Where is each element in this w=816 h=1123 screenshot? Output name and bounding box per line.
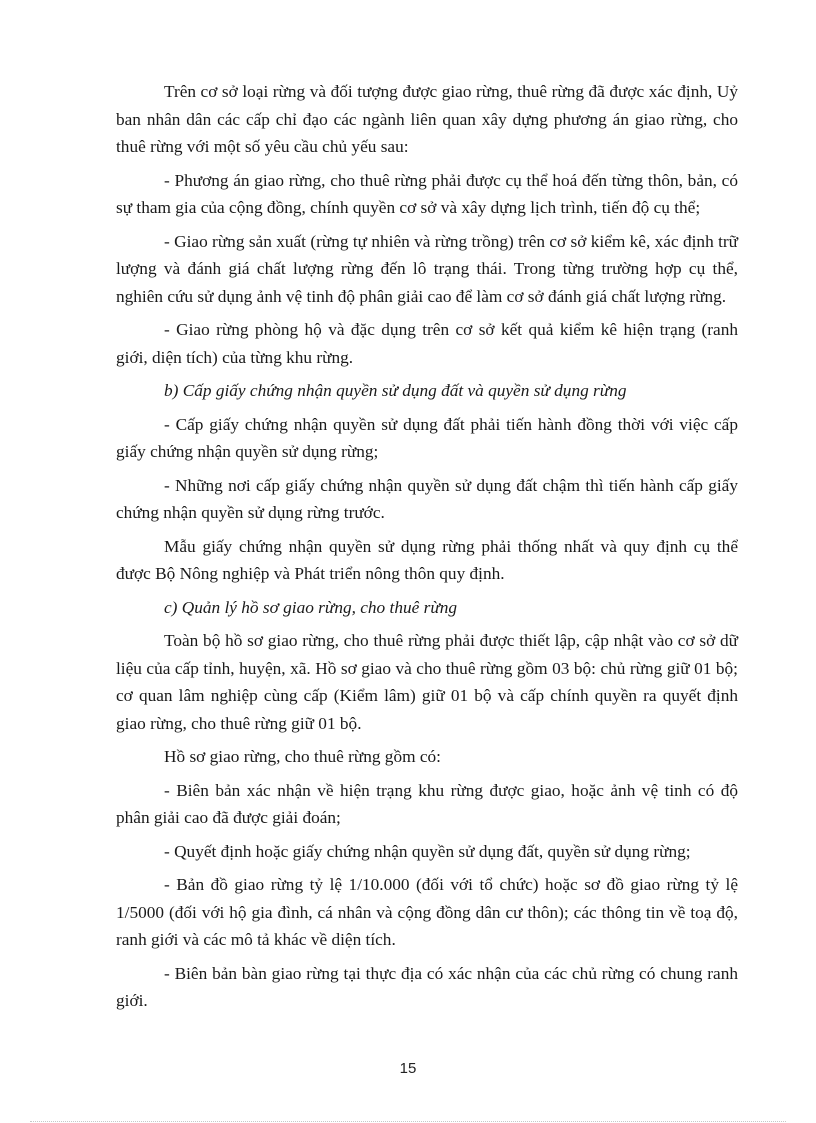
paragraph: - Bản đồ giao rừng tỷ lệ 1/10.000 (đối với tổ chức) hoặc sơ đồ giao rừng tỷ lệ 1/5000 (đối với hộ gia đình, cá nhân và cộng đồng dân cư thôn); các thông tin về toạ độ, ranh giới và các mô tả khác về diện tích. bbox=[116, 875, 738, 949]
paragraph: - Quyết định hoặc giấy chứng nhận quyền sử dụng đất, quyền sử dụng rừng; bbox=[164, 841, 691, 861]
section-heading-c: c) Quản lý hồ sơ giao rừng, cho thuê rừng bbox=[164, 597, 458, 617]
paragraph: Trên cơ sở loại rừng và đối tượng được giao rừng, thuê rừng đã được xác định, Uỷ ban nhân dân các cấp chỉ đạo các ngành liên quan xây dựng phương án giao rừng, cho thuê rừng với một số yêu cầu chủ yếu sau: bbox=[116, 82, 738, 156]
paragraph: Toàn bộ hồ sơ giao rừng, cho thuê rừng phải được thiết lập, cập nhật vào cơ sở dữ liệu của cấp tỉnh, huyện, xã. Hồ sơ giao và cho thuê rừng gồm 03 bộ: chủ rừng giữ 01 bộ; cơ quan lâm nghiệp cùng cấp (Kiểm lâm) giữ 01 bộ và cấp chính quyền ra quyết định giao rừng, cho thuê rừng giữ 01 bộ. bbox=[116, 631, 738, 733]
page-bottom-divider bbox=[30, 1121, 786, 1122]
paragraph: - Những nơi cấp giấy chứng nhận quyền sử dụng đất chậm thì tiến hành cấp giấy chứng nhận quyền sử dụng rừng trước. bbox=[116, 475, 738, 522]
page-number: 15 bbox=[399, 1060, 417, 1077]
paragraph: - Giao rừng sản xuất (rừng tự nhiên và rừng trồng) trên cơ sở kiểm kê, xác định trữ lượng và đánh giá chất lượng rừng đến lô trạng thái. Trong từng trường hợp cụ thể, nghiên cứu sử dụng ảnh vệ tinh độ phân giải cao để làm cơ sở đánh giá chất lượng rừng. bbox=[116, 231, 738, 306]
paragraph: - Cấp giấy chứng nhận quyền sử dụng đất phải tiến hành đồng thời với việc cấp giấy chứng nhận quyền sử dụng rừng; bbox=[116, 414, 738, 461]
paragraph: Hồ sơ giao rừng, cho thuê rừng gồm có: bbox=[164, 747, 441, 766]
paragraph: - Giao rừng phòng hộ và đặc dụng trên cơ sở kết quả kiểm kê hiện trạng (ranh giới, diện tích) của từng khu rừng. bbox=[116, 320, 738, 367]
paragraph: - Phương án giao rừng, cho thuê rừng phải được cụ thể hoá đến từng thôn, bản, có sự tham gia của cộng đồng, chính quyền cơ sở và xây dựng lịch trình, tiến độ cụ thể; bbox=[116, 170, 738, 217]
document-page bbox=[116, 78, 738, 1021]
paragraph: - Biên bản xác nhận về hiện trạng khu rừng được giao, hoặc ảnh vệ tinh có độ phân giải cao đã được giải đoán; bbox=[116, 780, 738, 827]
paragraph: - Biên bản bàn giao rừng tại thực địa có xác nhận của các chủ rừng có chung ranh giới. bbox=[116, 963, 738, 1010]
section-heading-b: b) Cấp giấy chứng nhận quyền sử dụng đất và quyền sử dụng rừng bbox=[164, 381, 627, 400]
paragraph: Mẫu giấy chứng nhận quyền sử dụng rừng phải thống nhất và quy định cụ thể được Bộ Nông nghiệp và Phát triển nông thôn quy định. bbox=[116, 536, 738, 583]
